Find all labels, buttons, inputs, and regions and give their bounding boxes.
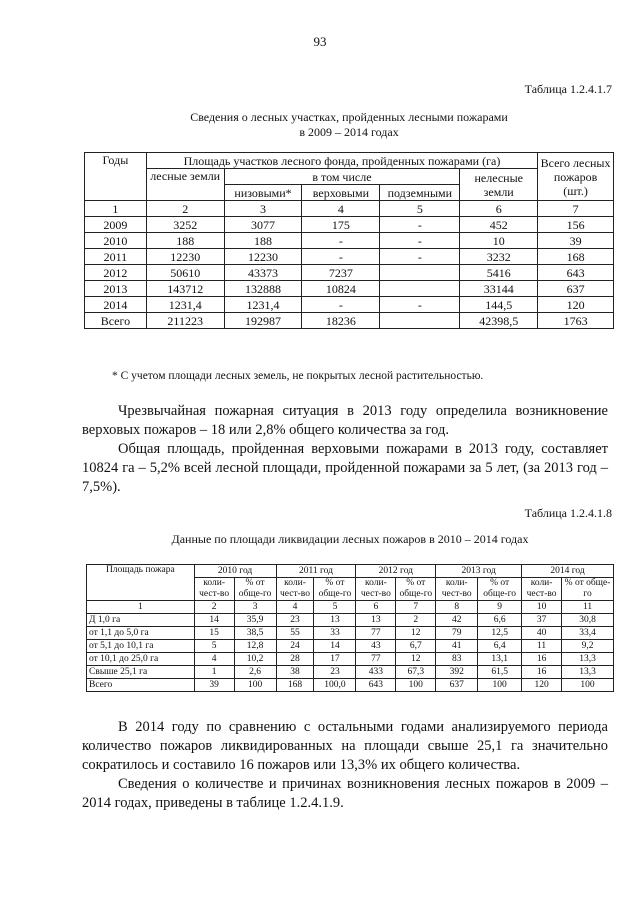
table-cell: 637 — [436, 679, 478, 692]
table-cell: 7237 — [302, 265, 380, 281]
col-number: 7 — [538, 201, 614, 217]
header-count: коли-чест-во — [276, 578, 314, 601]
paragraph-2-text: Общая площадь, пройденная верховыми пожарами в 2013 году, составляет 10824 га – 5,2% всей лесной площади, пройденной пожарами за 5 лет, (за 2013 год – 7,5%). — [82, 441, 608, 495]
table-cell: 37 — [522, 614, 562, 627]
table-cell: - — [380, 249, 460, 265]
table-row — [87, 627, 614, 640]
row-year: 2012 — [85, 265, 147, 281]
table-cell: 175 — [302, 217, 380, 233]
table-cell: 1231,4 — [146, 297, 224, 313]
row-area-range: Свыше 25,1 га — [87, 666, 195, 679]
table-cell: 15 — [194, 627, 234, 640]
row-area-range: от 10,1 до 25,0 га — [87, 653, 195, 666]
table-cell: 61,5 — [478, 666, 522, 679]
table-cell: 643 — [356, 679, 396, 692]
table-cell: 13,3 — [562, 666, 614, 679]
table-row — [85, 249, 614, 265]
col-number: 3 — [224, 201, 302, 217]
table-cell: 156 — [538, 217, 614, 233]
table-cell: 28 — [276, 653, 314, 666]
table-cell: 14 — [314, 640, 356, 653]
table-cell: 13 — [314, 614, 356, 627]
col-number: 9 — [478, 601, 522, 614]
header-year-2012: 2012 год — [356, 565, 436, 578]
table-cell: 55 — [276, 627, 314, 640]
table-cell: 2,6 — [234, 666, 276, 679]
table-cell: 188 — [146, 233, 224, 249]
table1-footnote: * С учетом площади лесных земель, не покрытых лесной растительностью. — [112, 370, 484, 382]
header-forest-land: лесные земли — [146, 169, 224, 201]
table-cell: 100 — [478, 679, 522, 692]
table-cell: - — [380, 297, 460, 313]
table-cell: 12,8 — [234, 640, 276, 653]
row-year: 2010 — [85, 233, 147, 249]
header-years: Годы — [85, 153, 147, 201]
row-area-range: от 5,1 до 10,1 га — [87, 640, 195, 653]
table-row — [85, 313, 614, 329]
table-cell: - — [302, 297, 380, 313]
paragraph-3-text: В 2014 году по сравнению с остальными годами анализируемого периода количество пожаров ликвидированных на площади свыше 25,1 га значительно сократилось и составило 16 пожаров или 13,3% их общего количества. — [82, 719, 608, 773]
table-cell: 13 — [356, 614, 396, 627]
table-cell: 42 — [436, 614, 478, 627]
table-cell: 38,5 — [234, 627, 276, 640]
table2-label: Таблица 1.2.4.1.8 — [524, 506, 612, 520]
row-area-range: Д 1,0 га — [87, 614, 195, 627]
header-count: коли-чест-во — [522, 578, 562, 601]
table-cell: 12 — [396, 627, 436, 640]
col-number: 7 — [396, 601, 436, 614]
table-cell — [380, 281, 460, 297]
table-row — [85, 297, 614, 313]
table-cell: 1763 — [538, 313, 614, 329]
table-cell: 120 — [538, 297, 614, 313]
table-cell: 39 — [538, 233, 614, 249]
table-cell: 643 — [538, 265, 614, 281]
row-year: 2013 — [85, 281, 147, 297]
col-number: 11 — [562, 601, 614, 614]
table-cell: 100,0 — [314, 679, 356, 692]
header-percent: % от обще-го — [234, 578, 276, 601]
table-cell: 433 — [356, 666, 396, 679]
table-cell: - — [302, 249, 380, 265]
table2-caption: Данные по площади ликвидации лесных пожаров в 2010 – 2014 годах — [171, 532, 529, 546]
table-cell: 100 — [562, 679, 614, 692]
paragraph-3 — [82, 718, 608, 813]
table-cell: 13,3 — [562, 653, 614, 666]
header-year-2010: 2010 год — [194, 565, 276, 578]
table-cell: 43373 — [224, 265, 302, 281]
table-cell — [380, 265, 460, 281]
table1-body — [85, 217, 614, 329]
table-cell: 16 — [522, 653, 562, 666]
table-cell: 168 — [276, 679, 314, 692]
table1-label: Таблица 1.2.4.1.7 — [524, 82, 612, 96]
header-count: коли-чест-во — [436, 578, 478, 601]
col-number: 8 — [436, 601, 478, 614]
table-cell: 16 — [522, 666, 562, 679]
col-number: 1 — [87, 601, 195, 614]
header-count: коли-чест-во — [356, 578, 396, 601]
header-count: коли-чест-во — [194, 578, 234, 601]
table-cell: 77 — [356, 653, 396, 666]
row-year: 2014 — [85, 297, 147, 313]
table-cell: 211223 — [146, 313, 224, 329]
header-crown: верховыми — [302, 185, 380, 201]
table-cell: 132888 — [224, 281, 302, 297]
table-cell: 452 — [460, 217, 538, 233]
table-cell: - — [302, 233, 380, 249]
table-cell: 6,4 — [478, 640, 522, 653]
col-number: 6 — [460, 201, 538, 217]
table-row — [87, 679, 614, 692]
table-cell: 5 — [194, 640, 234, 653]
table-cell: 77 — [356, 627, 396, 640]
header-area: Площадь участков лесного фонда, пройденных пожарами (га) — [146, 153, 537, 169]
table-row — [85, 281, 614, 297]
table-row — [87, 640, 614, 653]
table-cell: 12 — [396, 653, 436, 666]
header-percent: % от обще-го — [314, 578, 356, 601]
page-number: 93 — [313, 34, 327, 49]
header-ground: низовыми* — [224, 185, 302, 201]
table-cell: 5416 — [460, 265, 538, 281]
col-number: 5 — [314, 601, 356, 614]
table-cell: 192987 — [224, 313, 302, 329]
table-cell: 24 — [276, 640, 314, 653]
table-cell: - — [380, 217, 460, 233]
col-number: 6 — [356, 601, 396, 614]
table-cell: 12230 — [146, 249, 224, 265]
table-cell: 33,4 — [562, 627, 614, 640]
col-number: 5 — [380, 201, 460, 217]
table-cell: 79 — [436, 627, 478, 640]
table-row — [85, 217, 614, 233]
table-cell: 10,2 — [234, 653, 276, 666]
col-number: 2 — [194, 601, 234, 614]
fire-liquidation-table — [86, 564, 614, 692]
table-cell: 6,7 — [396, 640, 436, 653]
table-cell: 33 — [314, 627, 356, 640]
table-cell: 83 — [436, 653, 478, 666]
table-cell: 2 — [396, 614, 436, 627]
table-row — [85, 233, 614, 249]
row-year: 2011 — [85, 249, 147, 265]
table-cell: 33144 — [460, 281, 538, 297]
table-cell: 168 — [538, 249, 614, 265]
table-row — [87, 653, 614, 666]
header-year-2014: 2014 год — [522, 565, 614, 578]
fires-area-table — [84, 152, 614, 329]
col-number: 4 — [302, 201, 380, 217]
table-cell: 1 — [194, 666, 234, 679]
table-cell: 23 — [276, 614, 314, 627]
table-cell: 35,9 — [234, 614, 276, 627]
table-cell: 392 — [436, 666, 478, 679]
table-cell: 42398,5 — [460, 313, 538, 329]
table-cell: 100 — [234, 679, 276, 692]
header-underground: подземными — [380, 185, 460, 201]
table-cell: 9,2 — [562, 640, 614, 653]
header-percent: % от обще-го — [562, 578, 614, 601]
table-cell: 14 — [194, 614, 234, 627]
table1-caption-line2: в 2009 – 2014 годах — [299, 125, 399, 139]
table-cell: 11 — [522, 640, 562, 653]
table-cell: 12230 — [224, 249, 302, 265]
table-cell: 188 — [224, 233, 302, 249]
table-cell: 13,1 — [478, 653, 522, 666]
table-cell: 144,5 — [460, 297, 538, 313]
table-cell: 43 — [356, 640, 396, 653]
table-cell: 143712 — [146, 281, 224, 297]
table2-body — [87, 614, 614, 692]
table2-number-row — [87, 601, 614, 614]
header-year-2011: 2011 год — [276, 565, 356, 578]
row-area-range: Всего — [87, 679, 195, 692]
table-cell: 4 — [194, 653, 234, 666]
table-cell: 23 — [314, 666, 356, 679]
table-cell: - — [380, 233, 460, 249]
col-number: 4 — [276, 601, 314, 614]
table-cell: 30,8 — [562, 614, 614, 627]
col-number: 1 — [85, 201, 147, 217]
table-cell — [380, 313, 460, 329]
table-cell: 50610 — [146, 265, 224, 281]
col-number: 10 — [522, 601, 562, 614]
table-cell: 10 — [460, 233, 538, 249]
header-nonforest: нелесные земли — [460, 169, 538, 201]
table-cell: 17 — [314, 653, 356, 666]
header-fire-area: Площадь пожара — [87, 565, 195, 601]
table-cell: 3252 — [146, 217, 224, 233]
table1-caption — [84, 110, 614, 140]
table-cell: 41 — [436, 640, 478, 653]
table-cell: 3077 — [224, 217, 302, 233]
table-cell: 67,3 — [396, 666, 436, 679]
table-cell: 10824 — [302, 281, 380, 297]
table-row — [87, 666, 614, 679]
table-cell: 40 — [522, 627, 562, 640]
paragraph-1 — [82, 402, 608, 497]
table1-caption-line1: Сведения о лесных участках, пройденных лесными пожарами — [190, 110, 508, 124]
table-cell: 12,5 — [478, 627, 522, 640]
table-cell: 18236 — [302, 313, 380, 329]
table-cell: 100 — [396, 679, 436, 692]
table-cell: 39 — [194, 679, 234, 692]
header-year-2013: 2013 год — [436, 565, 522, 578]
table-cell: 637 — [538, 281, 614, 297]
col-number: 3 — [234, 601, 276, 614]
table-row — [87, 614, 614, 627]
row-area-range: от 1,1 до 5,0 га — [87, 627, 195, 640]
paragraph-4-text: Сведения о количестве и причинах возникновения лесных пожаров в 2009 – 2014 годах, приведены в таблице 1.2.4.1.9. — [82, 776, 608, 811]
table1-number-row — [85, 201, 614, 217]
table-cell: 6,6 — [478, 614, 522, 627]
table-row — [85, 265, 614, 281]
table-cell: 38 — [276, 666, 314, 679]
header-total-count: Всего лесных пожаров (шт.) — [538, 153, 614, 201]
row-year: Всего — [85, 313, 147, 329]
table-cell: 3232 — [460, 249, 538, 265]
col-number: 2 — [146, 201, 224, 217]
row-year: 2009 — [85, 217, 147, 233]
header-percent: % от обще-го — [478, 578, 522, 601]
table-cell: 1231,4 — [224, 297, 302, 313]
paragraph-1-text: Чрезвычайная пожарная ситуация в 2013 году определила возникновение верховых пожаров – 18 или 2,8% общего количества за год. — [82, 403, 608, 438]
table-cell: 120 — [522, 679, 562, 692]
header-including: в том числе — [224, 169, 460, 185]
header-percent: % от обще-го — [396, 578, 436, 601]
